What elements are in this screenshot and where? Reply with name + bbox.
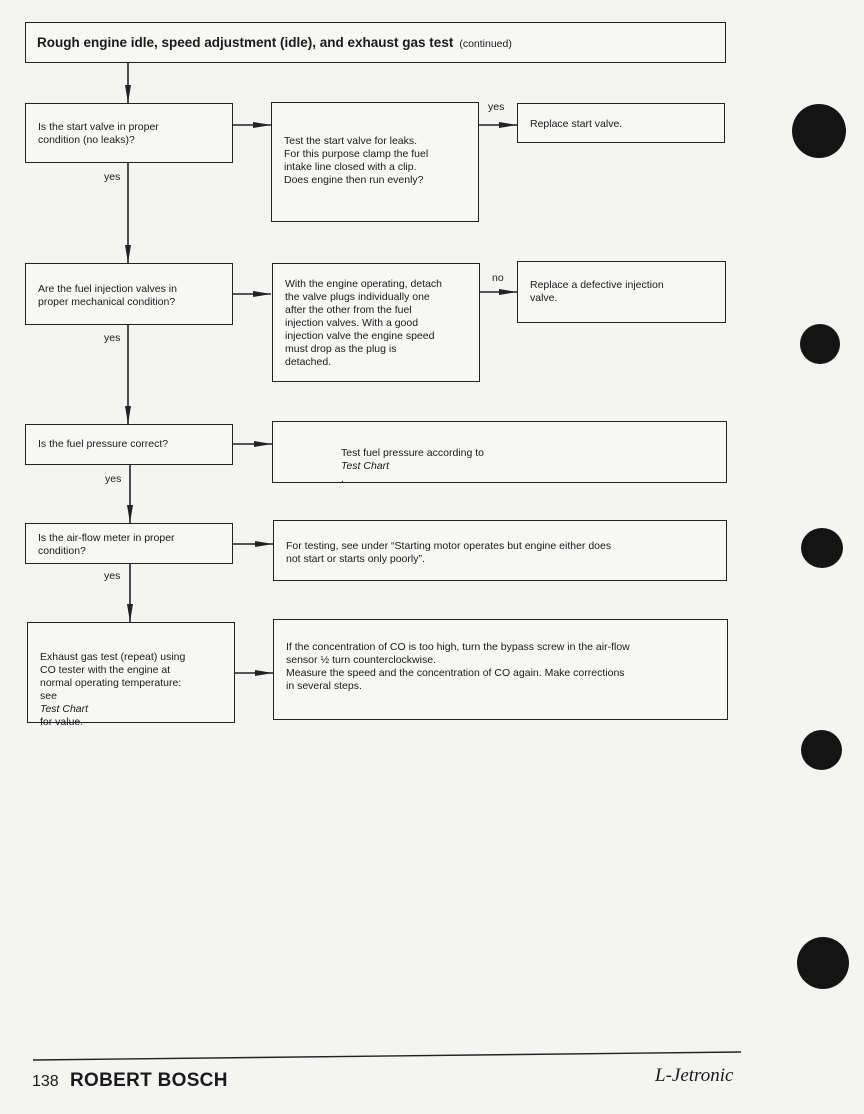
action-line: injection valves. With a good bbox=[285, 317, 419, 329]
question-text: see bbox=[40, 690, 57, 702]
question-line: CO tester with the engine at bbox=[40, 664, 171, 676]
result-line: Replace start valve. bbox=[530, 118, 623, 130]
label-yes-q3: yes bbox=[105, 473, 122, 485]
label-yes-q4: yes bbox=[104, 570, 121, 582]
action-line: If the concentration of CO is too high, turn the bypass screw in the air-flow bbox=[286, 641, 630, 653]
test-chart-reference: Test Chart bbox=[40, 703, 89, 715]
question-line: condition? bbox=[38, 545, 86, 557]
action-line: detached. bbox=[285, 356, 332, 368]
question-line: Is the fuel pressure correct? bbox=[38, 438, 169, 450]
label-yes-q1: yes bbox=[104, 171, 121, 183]
action-line: Does engine then run evenly? bbox=[284, 174, 424, 186]
continued-note: (continued) bbox=[459, 38, 512, 50]
action-line: Measure the speed and the concentration of CO again. Make corrections bbox=[286, 667, 625, 679]
label-yes-q2: yes bbox=[104, 332, 121, 344]
action-text: . bbox=[341, 473, 344, 485]
label-yes-branch1: yes bbox=[488, 101, 505, 113]
action-line: injection valve the engine speed bbox=[285, 330, 435, 342]
action-line: For testing, see under “Starting motor operates but engine either does bbox=[286, 540, 612, 552]
brand-name: ROBERT BOSCH bbox=[70, 1070, 228, 1091]
action-line: With the engine operating, detach bbox=[285, 278, 443, 290]
question-line: Exhaust gas test (repeat) using bbox=[40, 651, 186, 663]
result-line: Replace a defective injection bbox=[530, 279, 664, 291]
page-number: 138 bbox=[32, 1073, 59, 1090]
action-line: Test the start valve for leaks. bbox=[284, 135, 418, 147]
action-line: sensor ½ turn counterclockwise. bbox=[286, 654, 436, 666]
question-line: Is the air-flow meter in proper bbox=[38, 532, 175, 544]
question-line: Are the fuel injection valves in bbox=[38, 283, 177, 295]
question-text: for value. bbox=[40, 716, 84, 728]
question-line: condition (no leaks)? bbox=[38, 134, 135, 146]
action-line: For this purpose clamp the fuel bbox=[284, 148, 429, 160]
product-name: L-Jetronic bbox=[655, 1065, 734, 1086]
label-no-branch2: no bbox=[492, 272, 504, 284]
action-line: not start or starts only poorly”. bbox=[286, 553, 425, 565]
action-text: Test fuel pressure according to bbox=[341, 447, 484, 459]
chart-title-text: Rough engine idle, speed adjustment (idle), and exhaust gas test bbox=[37, 35, 454, 50]
action-line: must drop as the plug is bbox=[285, 343, 397, 355]
question-line: proper mechanical condition? bbox=[38, 296, 176, 308]
question-line: normal operating temperature: bbox=[40, 677, 182, 689]
test-chart-reference: Test Chart bbox=[341, 460, 390, 472]
action-line: in several steps. bbox=[286, 680, 362, 692]
action-line: after the other from the fuel bbox=[285, 304, 412, 316]
result-line: valve. bbox=[530, 292, 558, 304]
action-line: intake line closed with a clip. bbox=[284, 161, 417, 173]
question-line: Is the start valve in proper bbox=[38, 121, 159, 133]
action-line: the valve plugs individually one bbox=[285, 291, 430, 303]
